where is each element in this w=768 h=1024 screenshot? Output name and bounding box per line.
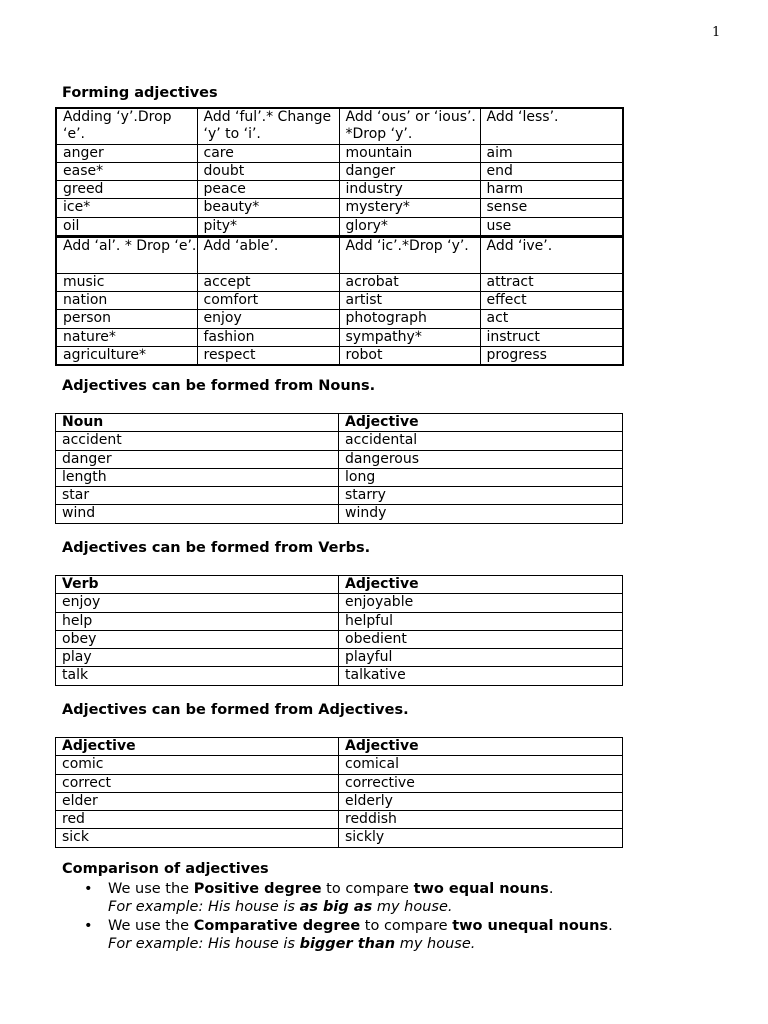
- header-cell: Adjective: [339, 576, 623, 594]
- table-cell: play: [56, 649, 339, 667]
- table-cell: mystery*: [339, 199, 480, 217]
- table-row: [56, 612, 623, 630]
- table-cell: Add ‘ic’.*Drop ‘y’.: [339, 237, 480, 274]
- forming-adjectives-table: [55, 107, 624, 366]
- table-row: [56, 450, 623, 468]
- table-cell: starry: [339, 487, 623, 505]
- table-cell: use: [480, 217, 623, 236]
- table-row: [56, 237, 623, 274]
- comparison-title: Comparison of adjectives: [62, 861, 269, 877]
- table-cell: comfort: [197, 291, 339, 309]
- table-cell: doubt: [197, 162, 339, 180]
- table-cell: ice*: [56, 199, 197, 217]
- table-cell: fashion: [197, 328, 339, 346]
- verbs-section-title: Adjectives can be formed from Verbs.: [62, 540, 371, 556]
- table-row: [56, 199, 623, 217]
- text-run: to compare: [360, 917, 453, 934]
- table-row: [56, 144, 623, 162]
- text-run: .: [608, 917, 613, 934]
- table-cell: robot: [339, 346, 480, 365]
- header-cell: Verb: [56, 576, 339, 594]
- table-cell: obey: [56, 630, 339, 648]
- table-cell: acrobat: [339, 273, 480, 291]
- table-cell: enjoy: [197, 310, 339, 328]
- table-cell: sickly: [339, 829, 623, 847]
- table-cell: enjoy: [56, 594, 339, 612]
- table-cell: comical: [339, 756, 623, 774]
- table-cell: elderly: [339, 792, 623, 810]
- text-run: my house.: [372, 899, 453, 916]
- table-cell: wind: [56, 505, 339, 523]
- comparison-example: [108, 935, 613, 953]
- table-cell: dangerous: [339, 450, 623, 468]
- adjectives-section-title: Adjectives can be formed from Adjectives.: [62, 702, 409, 718]
- bold-text: Positive degree: [193, 881, 322, 897]
- table-cell: helpful: [339, 612, 623, 630]
- text-run: For example: His house is: [108, 899, 300, 916]
- table-cell: peace: [197, 181, 339, 199]
- table-cell: talkative: [339, 667, 623, 685]
- table-row: [56, 273, 623, 291]
- bold-text: two equal nouns: [413, 881, 549, 897]
- comparison-rule: [108, 880, 613, 898]
- table-cell: windy: [339, 505, 623, 523]
- table-cell: enjoyable: [339, 594, 623, 612]
- table-cell: nation: [56, 291, 197, 309]
- table-cell: sense: [480, 199, 623, 217]
- table-row: [56, 432, 623, 450]
- bullet-icon: •: [84, 881, 93, 897]
- table-row: [56, 630, 623, 648]
- table-row: [56, 310, 623, 328]
- table-cell: help: [56, 612, 339, 630]
- table-cell: music: [56, 273, 197, 291]
- table-cell: nature*: [56, 328, 197, 346]
- text-run: We use the: [108, 881, 194, 897]
- table-row: [56, 774, 623, 792]
- table-cell: Add ‘al’. * Drop ‘e’.: [56, 237, 197, 274]
- forming-adjectives-title: Forming adjectives: [62, 85, 218, 101]
- table-cell: accidental: [339, 432, 623, 450]
- comparison-rule: [108, 917, 613, 935]
- table-cell: danger: [339, 162, 480, 180]
- bold-text: bigger than: [299, 935, 396, 952]
- table-cell: ease*: [56, 162, 197, 180]
- table-cell: accident: [56, 432, 339, 450]
- table-cell: correct: [56, 774, 339, 792]
- table-row: [56, 756, 623, 774]
- table-row: [56, 667, 623, 685]
- table-row: [56, 328, 623, 346]
- bold-text: two unequal nouns: [452, 917, 609, 934]
- table-cell: progress: [480, 346, 623, 365]
- header-cell: Adjective: [339, 738, 623, 756]
- table-cell: anger: [56, 144, 197, 162]
- noun-adjective-table: [55, 413, 623, 524]
- table-cell: length: [56, 468, 339, 486]
- table-cell: danger: [56, 450, 339, 468]
- table-cell: Adding ‘y’.Drop ‘e’.: [56, 108, 197, 144]
- table-cell: reddish: [339, 811, 623, 829]
- table-cell: effect: [480, 291, 623, 309]
- table-row: [56, 162, 623, 180]
- table-cell: obedient: [339, 630, 623, 648]
- table-row: [56, 829, 623, 847]
- table-row: [56, 505, 623, 523]
- table-cell: artist: [339, 291, 480, 309]
- table-cell: Add ‘able’.: [197, 237, 339, 274]
- table-row: [56, 108, 623, 144]
- bullet-icon: •: [84, 917, 93, 934]
- table-cell: corrective: [339, 774, 623, 792]
- header-cell: Noun: [56, 414, 339, 432]
- text-run: .: [548, 881, 554, 897]
- table-row: [56, 346, 623, 365]
- table-cell: mountain: [339, 144, 480, 162]
- table-cell: person: [56, 310, 197, 328]
- table-cell: aim: [480, 144, 623, 162]
- table-cell: photograph: [339, 310, 480, 328]
- table-row: [56, 217, 623, 236]
- table-row: [56, 792, 623, 810]
- page-number: 1: [712, 25, 721, 40]
- table-cell: Add ‘less’.: [480, 108, 623, 144]
- table-row: [56, 649, 623, 667]
- comparison-list: [62, 880, 613, 953]
- table-cell: playful: [339, 649, 623, 667]
- text-run: For example: His house is: [108, 935, 300, 952]
- table-row: [56, 594, 623, 612]
- table-cell: Add ‘ful’.* Change ‘y’ to ‘i’.: [197, 108, 339, 144]
- header-cell: Adjective: [339, 414, 623, 432]
- table-cell: agriculture*: [56, 346, 197, 365]
- table-row: [56, 487, 623, 505]
- table-cell: glory*: [339, 217, 480, 236]
- table-cell: oil: [56, 217, 197, 236]
- table-cell: harm: [480, 181, 623, 199]
- table-cell: respect: [197, 346, 339, 365]
- adjective-adjective-table: [55, 737, 623, 848]
- table-cell: accept: [197, 273, 339, 291]
- table-cell: Add ‘ive’.: [480, 237, 623, 274]
- table-cell: act: [480, 310, 623, 328]
- header-row: [56, 738, 623, 756]
- table-row: [56, 811, 623, 829]
- table-cell: star: [56, 487, 339, 505]
- table-cell: industry: [339, 181, 480, 199]
- text-run: to compare: [321, 881, 414, 897]
- table-cell: Add ‘ous’ or ‘ious’. *Drop ‘y’.: [339, 108, 480, 144]
- table-cell: sick: [56, 829, 339, 847]
- table-row: [56, 291, 623, 309]
- text-run: We use the: [108, 917, 194, 934]
- table-cell: instruct: [480, 328, 623, 346]
- bold-text: Comparative degree: [193, 917, 361, 934]
- table-cell: greed: [56, 181, 197, 199]
- bold-text: as big as: [299, 899, 373, 916]
- table-cell: comic: [56, 756, 339, 774]
- comparison-item: [62, 917, 613, 954]
- table-cell: beauty*: [197, 199, 339, 217]
- table-row: [56, 181, 623, 199]
- table-cell: end: [480, 162, 623, 180]
- header-cell: Adjective: [56, 738, 339, 756]
- table-cell: long: [339, 468, 623, 486]
- table-cell: sympathy*: [339, 328, 480, 346]
- text-run: my house.: [395, 935, 476, 952]
- table-cell: red: [56, 811, 339, 829]
- table-cell: talk: [56, 667, 339, 685]
- comparison-example: [108, 898, 613, 916]
- table-cell: attract: [480, 273, 623, 291]
- nouns-section-title: Adjectives can be formed from Nouns.: [62, 378, 376, 394]
- comparison-item: [62, 880, 613, 917]
- header-row: [56, 414, 623, 432]
- verb-adjective-table: [55, 575, 623, 686]
- table-cell: pity*: [197, 217, 339, 236]
- header-row: [56, 576, 623, 594]
- table-row: [56, 468, 623, 486]
- table-cell: care: [197, 144, 339, 162]
- table-cell: elder: [56, 792, 339, 810]
